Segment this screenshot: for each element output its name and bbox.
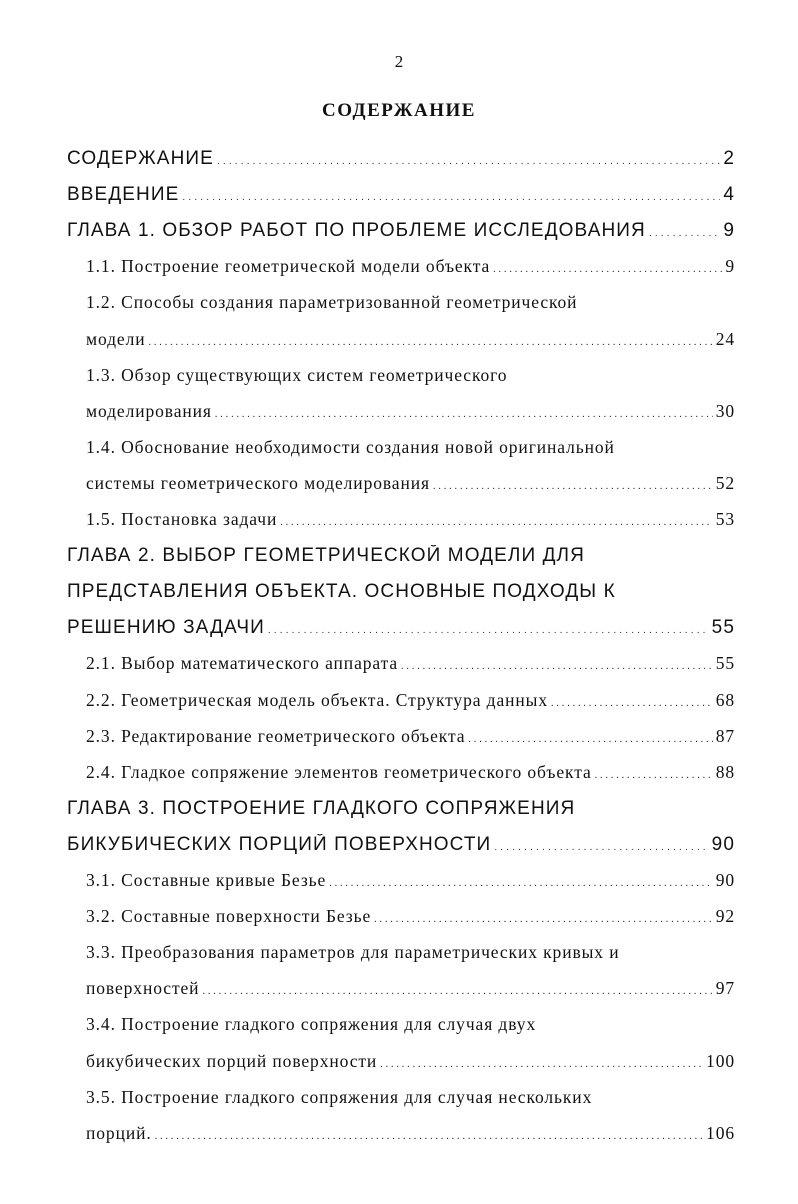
toc-entry-title: бикубических порций поверхности	[86, 1050, 378, 1071]
toc-entry[interactable]	[0, 220, 798, 256]
toc-entry-line[interactable]	[0, 292, 798, 328]
toc-page-number: 68	[715, 689, 735, 710]
toc-entry-title: 3.5. Построение гладкого сопряжения для случая нескольких	[86, 1086, 593, 1107]
toc-entry-title: 3.4. Построение гладкого сопряжения для случая двух	[86, 1014, 537, 1035]
dot-leader	[494, 834, 708, 856]
dot-leader	[155, 1123, 703, 1144]
dot-leader	[217, 148, 720, 170]
toc-page-number: 87	[715, 725, 735, 746]
toc-page-number: 52	[715, 472, 735, 493]
toc-entry-title: 1.4. Обоснование необходимости создания новой оригинальной	[86, 436, 615, 457]
toc-entry[interactable]	[0, 617, 798, 653]
toc-entry[interactable]	[0, 509, 798, 545]
toc-entry-line[interactable]	[0, 1014, 798, 1050]
dot-leader	[468, 726, 712, 747]
toc-entry[interactable]	[0, 690, 798, 726]
toc-page-number: 106	[706, 1122, 735, 1143]
dot-leader	[595, 762, 713, 783]
toc-entry[interactable]	[0, 1051, 798, 1087]
toc-entry[interactable]	[0, 653, 798, 689]
toc-entry-title: модели	[86, 328, 146, 349]
toc-entry[interactable]	[0, 256, 798, 292]
toc-entry[interactable]	[0, 834, 798, 870]
toc-entry[interactable]	[0, 726, 798, 762]
dot-leader	[280, 509, 712, 530]
toc-page-number: 97	[715, 978, 735, 999]
toc-entry-title: 1.5. Постановка задачи	[86, 509, 278, 529]
page-number: 2	[394, 52, 404, 71]
dot-leader	[215, 401, 713, 422]
toc-entry-title: 3.3. Преобразования параметров для параметрических кривых и	[86, 942, 620, 963]
toc-entry[interactable]	[0, 978, 798, 1014]
toc-page-number: 90	[711, 833, 735, 855]
toc-entry-title: 1.3. Обзор существующих систем геометрического	[86, 364, 508, 385]
toc-entry-title: 2.4. Гладкое сопряжение элементов геометрического объекта	[86, 761, 592, 782]
toc-entry[interactable]	[0, 329, 798, 365]
toc-entry-line[interactable]	[0, 365, 798, 401]
toc-entry-title: 1.1. Построение геометрической модели объекта	[86, 256, 491, 277]
dot-leader	[649, 220, 720, 242]
toc-page-number: 4	[723, 184, 735, 206]
toc-page-number: 30	[715, 400, 735, 421]
toc-page-number: 100	[706, 1050, 735, 1071]
toc-entry-line[interactable]	[0, 437, 798, 473]
toc-entry-title: 3.1. Составные кривые Безье	[86, 870, 327, 890]
toc-page-number: 53	[715, 509, 735, 529]
toc-heading: СОДЕРЖАНИЕ	[322, 100, 476, 121]
dot-leader	[551, 690, 713, 711]
toc-page-number: 88	[715, 761, 735, 782]
toc-entry-title: моделирования	[86, 400, 212, 421]
toc-entry-title: 1.2. Способы создания параметризованной геометрической	[86, 292, 578, 313]
toc-page-number: 9	[725, 256, 735, 277]
dot-leader	[401, 653, 713, 674]
toc-page-number: 24	[715, 328, 735, 349]
dot-leader	[268, 617, 709, 639]
toc-entry[interactable]	[0, 906, 798, 942]
dot-leader	[433, 473, 713, 494]
toc-entry-title: ГЛАВА 1. ОБЗОР РАБОТ ПО ПРОБЛЕМЕ ИССЛЕДОВАНИЯ	[67, 220, 646, 242]
toc-entry[interactable]	[0, 1123, 798, 1159]
toc-entry[interactable]	[0, 184, 798, 220]
toc-entry-title: ВВЕДЕНИЕ	[67, 184, 180, 206]
toc-entry-title: 2.1. Выбор математического аппарата	[86, 653, 399, 674]
toc-entry-title: 2.3. Редактирование геометрического объекта	[86, 725, 466, 746]
toc-page-number: 55	[715, 653, 735, 674]
toc-entry-title: 2.2. Геометрическая модель объекта. Структура данных	[86, 689, 548, 710]
toc-entry-title: ГЛАВА 3. ПОСТРОЕНИЕ ГЛАДКОГО СОПРЯЖЕНИЯ	[67, 797, 576, 819]
toc-entry-title: системы геометрического моделирования	[86, 472, 430, 493]
dot-leader	[202, 978, 712, 999]
toc-entry-title: СОДЕРЖАНИЕ	[67, 148, 214, 169]
toc-entry-line[interactable]	[0, 545, 798, 581]
toc-entry-title: ПРЕДСТАВЛЕНИЯ ОБЪЕКТА. ОСНОВНЫЕ ПОДХОДЫ К	[67, 581, 616, 603]
toc-entry-title: БИКУБИЧЕСКИХ ПОРЦИЙ ПОВЕРХНОСТИ	[67, 833, 492, 855]
toc-page-number: 2	[723, 148, 735, 169]
toc-entry-title: 3.2. Составные поверхности Безье	[86, 906, 372, 927]
toc-entry-line[interactable]	[0, 942, 798, 978]
toc-page-number: 92	[715, 906, 735, 927]
toc-entry[interactable]	[0, 148, 798, 184]
toc-entry-title: поверхностей	[86, 978, 200, 999]
toc-entry-title: порций.	[86, 1122, 152, 1143]
toc-page-number: 9	[723, 220, 735, 242]
toc-entry[interactable]	[0, 870, 798, 906]
dot-leader	[329, 870, 713, 891]
toc-page-number: 55	[711, 617, 735, 639]
toc-entry[interactable]	[0, 473, 798, 509]
toc-page-number: 90	[715, 870, 735, 890]
toc-entry-line[interactable]	[0, 1087, 798, 1123]
dot-leader	[182, 184, 720, 206]
toc-entry-line[interactable]	[0, 581, 798, 617]
dot-leader	[374, 906, 713, 927]
toc-entry-title: РЕШЕНИЮ ЗАДАЧИ	[67, 617, 265, 639]
toc-entry[interactable]	[0, 762, 798, 798]
toc-entry-title: ГЛАВА 2. ВЫБОР ГЕОМЕТРИЧЕСКОЙ МОДЕЛИ ДЛЯ	[67, 545, 585, 567]
dot-leader	[149, 329, 713, 350]
dot-leader	[493, 256, 722, 277]
toc-entry-line[interactable]	[0, 798, 798, 834]
toc-entry[interactable]	[0, 401, 798, 437]
dot-leader	[380, 1051, 703, 1072]
